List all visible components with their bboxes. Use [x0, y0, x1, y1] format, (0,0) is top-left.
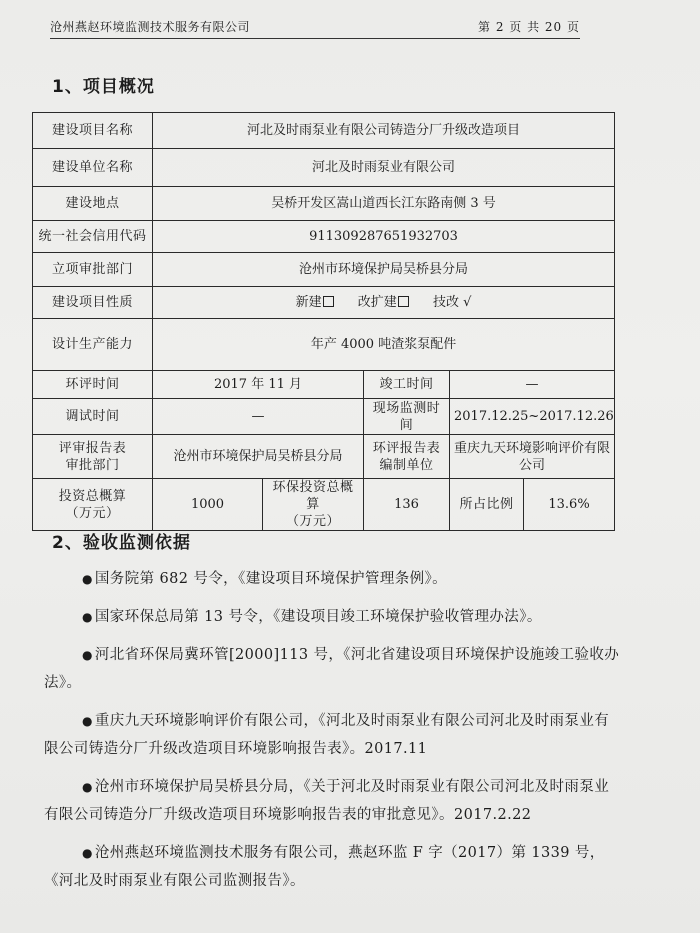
project-info-table	[32, 112, 615, 531]
value-completion-time: —	[450, 371, 615, 399]
header-company: 沧州燕赵环境监测技术服务有限公司	[50, 20, 251, 34]
label-approval-dept: 立项审批部门	[33, 253, 153, 287]
bullet-icon: ●	[82, 648, 93, 662]
label-review-dept: 评审报告表 审批部门	[33, 435, 153, 479]
list-item: ● 河北省环保局冀环管[2000]113 号，《河北省建设项目环境保护设施竣工验收办法》。	[44, 647, 620, 691]
bullet-icon: ●	[82, 610, 93, 624]
label-total-invest: 投资总概算 （万元）	[33, 479, 153, 531]
value-credit-code: 911309287651932703	[153, 221, 615, 253]
value-env-invest: 136	[364, 479, 450, 531]
value-review-dept: 沧州市环境保护局吴桥县分局	[153, 435, 364, 479]
label-capacity: 设计生产能力	[33, 319, 153, 371]
label-credit-code: 统一社会信用代码	[33, 221, 153, 253]
section-title-basis: 2、验收监测依据	[52, 533, 191, 553]
label-unit: 建设单位名称	[33, 149, 153, 187]
value-approval-dept: 沧州市环境保护局吴桥县分局	[153, 253, 615, 287]
checkbox-expand-icon	[398, 296, 409, 307]
page-header	[50, 16, 580, 39]
label-monitor-time: 现场监测时间	[364, 399, 450, 435]
bullet-icon: ●	[82, 780, 93, 794]
table-row	[33, 479, 615, 531]
label-nature: 建设项目性质	[33, 287, 153, 319]
value-unit: 河北及时雨泵业有限公司	[153, 149, 615, 187]
table-row	[33, 435, 615, 479]
list-item: ● 重庆九天环境影响评价有限公司，《河北及时雨泵业有限公司河北及时雨泵业有限公司铸造分厂升级改造项目环境影响报告表》。2017.11	[44, 713, 610, 757]
header-page-info: 第 2 页 共 20 页	[478, 20, 580, 34]
label-location: 建设地点	[33, 187, 153, 221]
section-title-project-overview: 1、项目概况	[52, 77, 155, 97]
list-item: ● 沧州燕赵环境监测技术服务有限公司，燕赵环监 F 字（2017）第 1339 号，《河北及时雨泵业有限公司监测报告》。	[44, 845, 605, 889]
table-row	[33, 149, 615, 187]
basis-list	[44, 565, 624, 905]
table-row	[33, 371, 615, 399]
value-nature	[153, 287, 615, 319]
value-debug-time: —	[153, 399, 364, 435]
table-row	[33, 399, 615, 435]
label-report-unit: 环评报告表 编制单位	[364, 435, 450, 479]
value-project-name: 河北及时雨泵业有限公司铸造分厂升级改造项目	[153, 113, 615, 149]
option-tech: 技改 √	[432, 295, 472, 310]
value-location: 吴桥开发区嵩山道西长江东路南侧 3 号	[153, 187, 615, 221]
label-ratio: 所占比例	[450, 479, 524, 531]
checkbox-new-icon	[323, 296, 334, 307]
table-row	[33, 287, 615, 319]
table-row	[33, 253, 615, 287]
label-env-invest: 环保投资总概算 （万元）	[263, 479, 364, 531]
option-new: 新建	[296, 295, 334, 310]
value-capacity: 年产 4000 吨渣浆泵配件	[153, 319, 615, 371]
table-row	[33, 319, 615, 371]
table-row	[33, 221, 615, 253]
value-monitor-time: 2017.12.25~2017.12.26	[450, 399, 615, 435]
label-project-name: 建设项目名称	[33, 113, 153, 149]
list-item: ● 国务院第 682 号令，《建设项目环境保护管理条例》。	[82, 571, 448, 587]
bullet-icon: ●	[82, 846, 93, 860]
list-item: ● 国家环保总局第 13 号令，《建设项目竣工环境保护验收管理办法》。	[82, 609, 542, 625]
value-eia-time: 2017 年 11 月	[153, 371, 364, 399]
option-expand: 改扩建	[358, 295, 409, 310]
bullet-icon: ●	[82, 572, 93, 586]
list-item: ● 沧州市环境保护局吴桥县分局，《关于河北及时雨泵业有限公司河北及时雨泵业有限公司铸造分厂升级改造项目环境影响报告表的审批意见》。2017.2.22	[44, 779, 610, 823]
value-ratio: 13.6%	[524, 479, 615, 531]
table-row	[33, 187, 615, 221]
value-total-invest: 1000	[153, 479, 263, 531]
checkmark-icon: √	[463, 295, 472, 310]
label-eia-time: 环评时间	[33, 371, 153, 399]
label-completion-time: 竣工时间	[364, 371, 450, 399]
label-debug-time: 调试时间	[33, 399, 153, 435]
bullet-icon: ●	[82, 714, 93, 728]
table-row	[33, 113, 615, 149]
value-report-unit: 重庆九天环境影响评价有限公司	[450, 435, 615, 479]
